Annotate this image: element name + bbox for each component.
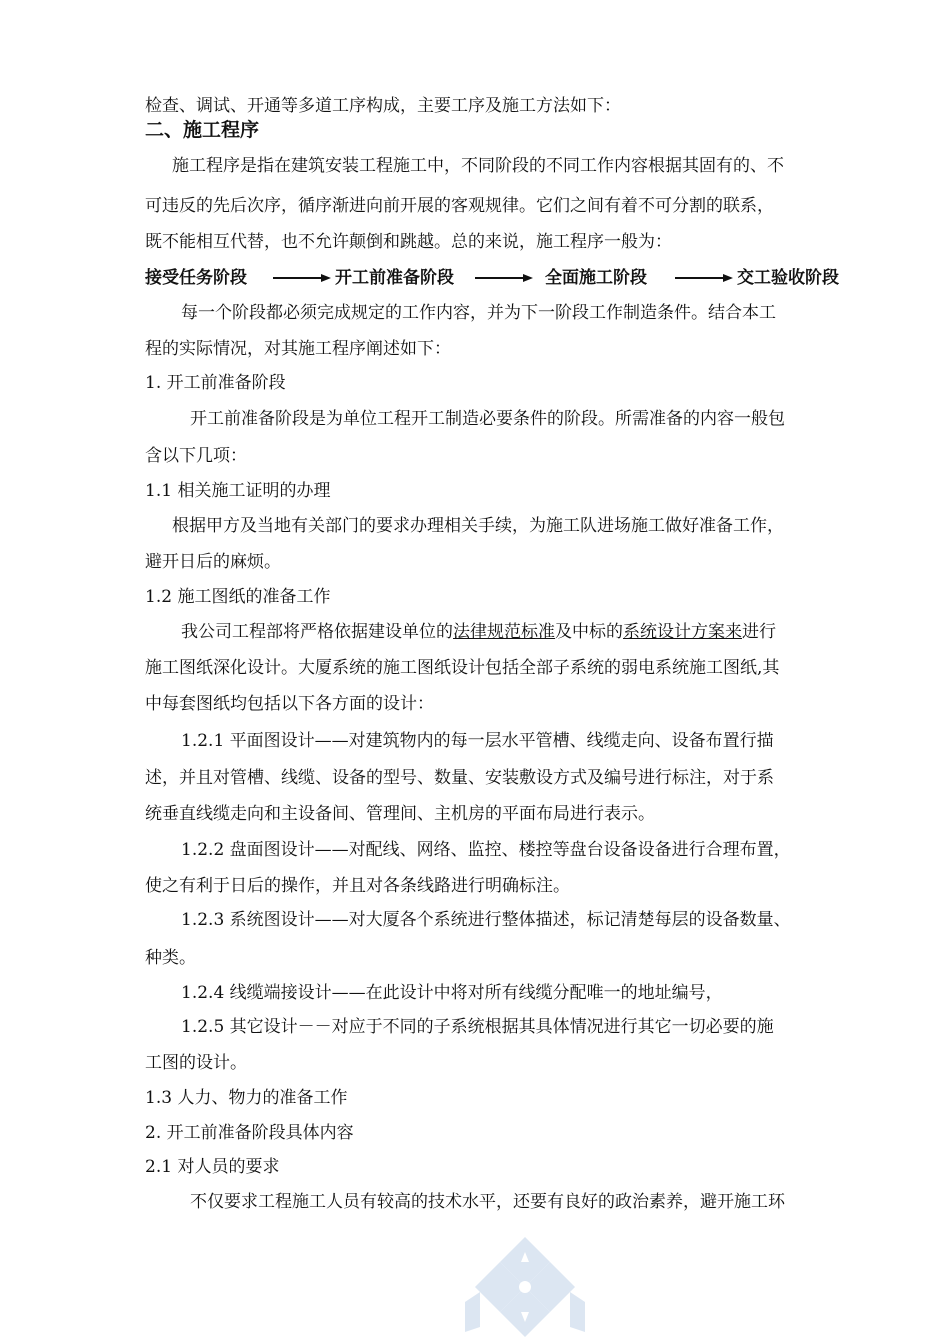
paragraph-line: 避开日后的麻烦。 — [145, 552, 281, 572]
paragraph-line: 程的实际情况，对其施工程序阐述如下： — [145, 339, 451, 359]
paragraph-line: 根据甲方及当地有关部门的要求办理相关手续，为施工队进场施工做好准备工作， — [172, 516, 784, 536]
paragraph-line: 统垂直线缆走向和主设备间、管理间、主机房的平面布局进行表示。 — [145, 804, 655, 824]
link-system-design-plan[interactable]: 系统设计方案来 — [623, 622, 742, 642]
watermark-logo-icon — [455, 1232, 595, 1342]
flow-stage-preparation: 开工前准备阶段 — [335, 268, 454, 288]
paragraph-line: 1.2.3 系统图设计——对大厦各个系统进行整体描述，标记清楚每层的设备数量、 — [181, 910, 791, 930]
paragraph-line: 1.2.2 盘面图设计——对配线、网络、监控、楼控等盘台设备设备进行合理布置， — [181, 840, 791, 860]
link-legal-standards[interactable]: 法律规范标准 — [453, 622, 555, 642]
arrow-right-icon — [273, 273, 331, 283]
paragraph-text: 我公司工程部将严格依据建设单位的 — [181, 622, 453, 642]
paragraph-line: 含以下几项： — [145, 446, 247, 466]
subsection-title: 2.1 对人员的要求 — [145, 1157, 280, 1177]
paragraph-line: 1.2.4 线缆端接设计——在此设计中将对所有线缆分配唯一的地址编号， — [181, 983, 723, 1003]
subsection-title: 2. 开工前准备阶段具体内容 — [145, 1123, 354, 1143]
subsection-title: 1.1 相关施工证明的办理 — [145, 481, 331, 501]
flow-stage-full-construction: 全面施工阶段 — [545, 268, 647, 288]
arrow-right-icon — [675, 273, 733, 283]
paragraph-line: 使之有利于日后的操作，并且对各条线路进行明确标注。 — [145, 876, 570, 896]
paragraph-line — [181, 620, 776, 644]
paragraph-line: 工图的设计。 — [145, 1053, 247, 1073]
paragraph-line: 既不能相互代替，也不允许颠倒和跳越。总的来说，施工程序一般为： — [145, 232, 672, 252]
intro-line: 检查、调试、开通等多道工序构成，主要工序及施工方法如下： — [145, 96, 621, 116]
subsection-title: 1.2 施工图纸的准备工作 — [145, 587, 331, 607]
paragraph-line: 施工程序是指在建筑安装工程施工中，不同阶段的不同工作内容根据其固有的、不 — [172, 156, 784, 176]
paragraph-line: 中每套图纸均包括以下各方面的设计： — [145, 694, 434, 714]
paragraph-line: 不仅要求工程施工人员有较高的技术水平，还要有良好的政治素养，避开施工环 — [190, 1192, 785, 1212]
paragraph-line: 每一个阶段都必须完成规定的工作内容，并为下一阶段工作制造条件。结合本工 — [181, 303, 776, 323]
paragraph-line: 述，并且对管槽、线缆、设备的型号、数量、安装敷设方式及编号进行标注，对于系 — [145, 768, 774, 788]
paragraph-text: 及中标的 — [555, 622, 623, 642]
paragraph-line: 施工图纸深化设计。大厦系统的施工图纸设计包括全部子系统的弱电系统施工图纸,其 — [145, 658, 780, 678]
paragraph-line: 1.2.5 其它设计－－对应于不同的子系统根据其具体情况进行其它一切必要的施 — [181, 1017, 774, 1037]
paragraph-text: 进行 — [742, 622, 776, 642]
procedure-flow — [145, 265, 865, 291]
section-heading-construction-procedure: 二、施工程序 — [145, 119, 260, 141]
arrow-right-icon — [475, 273, 533, 283]
paragraph-line: 种类。 — [145, 948, 196, 968]
subsection-title: 1.3 人力、物力的准备工作 — [145, 1088, 348, 1108]
paragraph-line: 1.2.1 平面图设计——对建筑物内的每一层水平管槽、线缆走向、设备布置行描 — [181, 731, 774, 751]
paragraph-line: 开工前准备阶段是为单位工程开工制造必要条件的阶段。所需准备的内容一般包 — [190, 409, 785, 429]
flow-stage-acceptance: 交工验收阶段 — [737, 268, 839, 288]
subsection-title: 1. 开工前准备阶段 — [145, 373, 286, 393]
flow-stage-accept-task: 接受任务阶段 — [145, 268, 247, 288]
paragraph-line: 可违反的先后次序，循序渐进向前开展的客观规律。它们之间有着不可分割的联系， — [145, 196, 774, 216]
